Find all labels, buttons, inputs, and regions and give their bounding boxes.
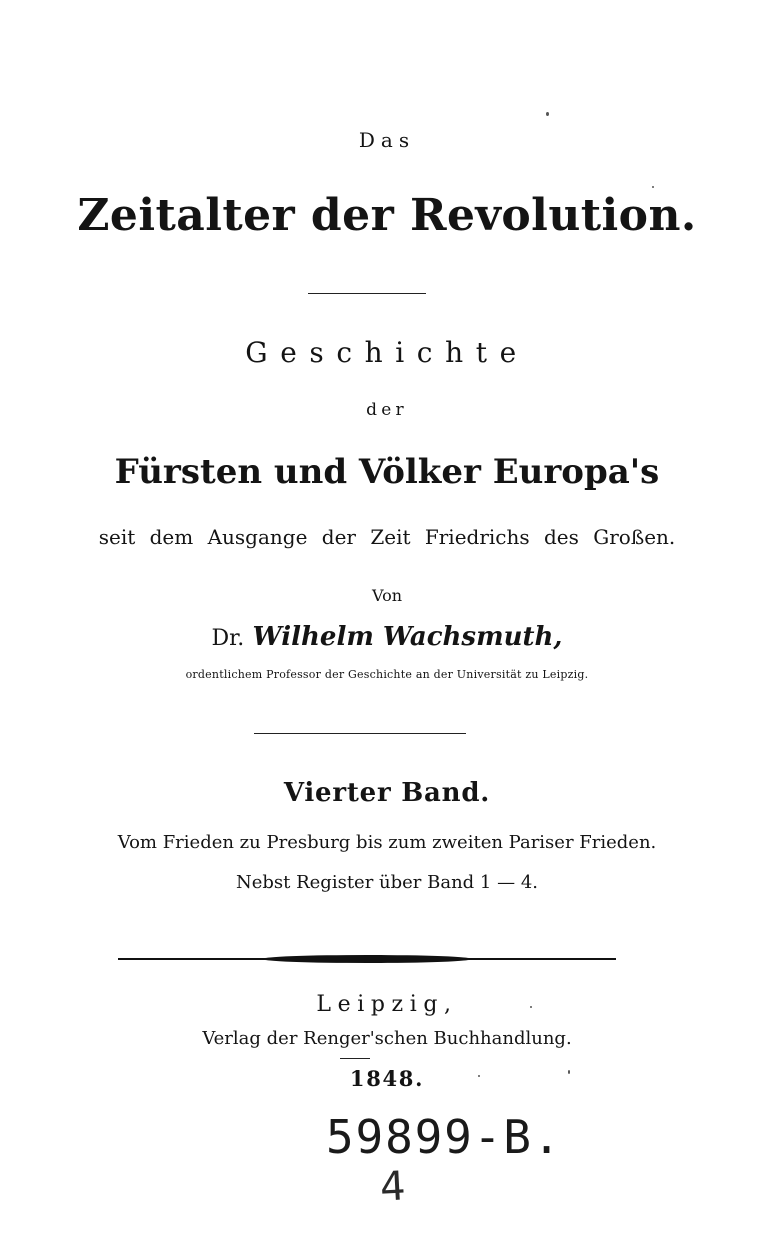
paper-speck	[568, 1070, 570, 1074]
pretitle: Das	[358, 128, 416, 152]
publication-year: 1848.	[349, 1066, 425, 1091]
main-title: Zeitalter der Revolution.	[77, 190, 697, 241]
author-name: Wilhelm Wachsmuth,	[252, 622, 563, 652]
divider-medium	[254, 733, 466, 734]
author-position: ordentlichem Professor der Geschichte an der Universität zu Leipzig.	[185, 668, 589, 681]
divider-short	[308, 293, 426, 294]
paper-speck	[478, 1075, 480, 1077]
publisher: Verlag der Renger'schen Buchhandlung.	[202, 1028, 572, 1049]
register-note: Nebst Register über Band 1 — 4.	[235, 872, 538, 893]
volume-heading: Vierter Band.	[283, 778, 491, 808]
period-line: seit dem Ausgange der Zeit Friedrichs des Großen.	[98, 525, 676, 549]
divider-tiny	[340, 1058, 370, 1059]
library-shelfmark: 59899-B.	[326, 1110, 563, 1164]
volume-scope: Vom Frieden zu Presburg bis zum zweiten Pariser Frieden.	[117, 832, 657, 853]
subject-heading: Fürsten und Völker Europa's	[114, 452, 660, 492]
author	[0, 622, 774, 652]
paper-speck	[652, 186, 654, 188]
by-line: Von	[371, 586, 403, 605]
ornamental-divider-swell	[262, 955, 472, 963]
place-of-publication: Leipzig,	[316, 992, 458, 1017]
author-prefix: Dr.	[211, 626, 245, 651]
paper-speck	[530, 1006, 532, 1008]
handwritten-volume-number: 4	[378, 1163, 407, 1211]
subtitle: Geschichte	[245, 336, 529, 369]
connector-word: der	[366, 400, 408, 420]
paper-speck	[546, 112, 549, 116]
